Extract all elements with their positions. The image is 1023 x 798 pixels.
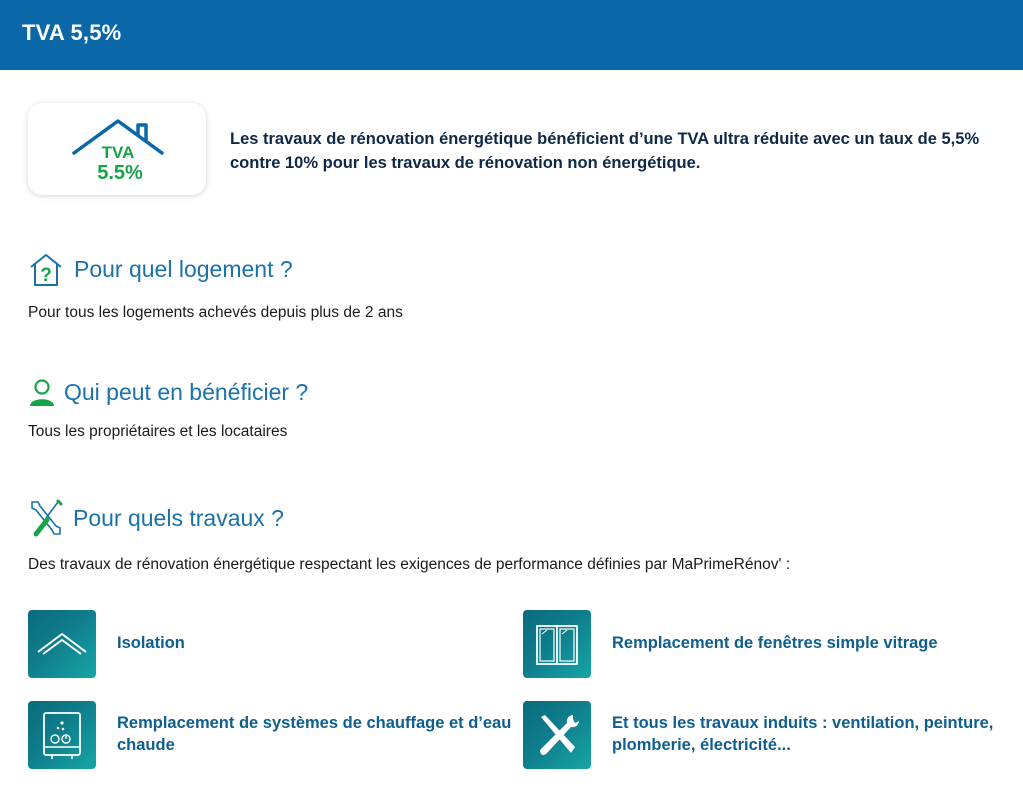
page-title: TVA 5,5% (22, 20, 122, 45)
person-icon (28, 378, 56, 408)
work-label-related: Et tous les travaux induits : ventilation, peinture, plomberie, électricité... (612, 714, 994, 754)
section-text-works: Des travaux de rénovation énergétique respectant les exigences de performance définies par MaPrimeRénov' : (28, 556, 791, 573)
badge-line1: TVA (101, 143, 135, 162)
tva-badge (28, 103, 206, 195)
tools-icon (523, 701, 591, 769)
svg-text:?: ? (40, 265, 52, 286)
section-title-housing: Pour quel logement ? (74, 256, 293, 282)
tools-outline-icon (28, 498, 64, 538)
section-title-beneficiaries: Qui peut en bénéficier ? (64, 379, 309, 405)
page-header (0, 0, 1023, 70)
work-label-heating: Remplacement de systèmes de chauffage et d’eau chaude (117, 714, 512, 754)
badge-line2: 5.5% (97, 162, 143, 184)
work-label-insulation: Isolation (117, 634, 185, 652)
section-text-housing: Pour tous les logements achevés depuis plus de 2 ans (28, 304, 403, 321)
intro-text: Les travaux de rénovation énergétique bénéficient d’une TVA ultra réduite avec un taux de 5,5% contre 10% pour les travaux de rénovation non énergétique. (230, 130, 980, 172)
house-question-icon (28, 252, 64, 288)
work-label-windows: Remplacement de fenêtres simple vitrage (612, 634, 938, 652)
window-icon (523, 610, 591, 678)
house-tva-icon (28, 103, 206, 195)
section-title-works: Pour quels travaux ? (73, 505, 284, 531)
boiler-icon (28, 701, 96, 769)
roof-insulation-icon (28, 610, 96, 678)
section-text-beneficiaries: Tous les propriétaires et les locataires (28, 423, 288, 440)
